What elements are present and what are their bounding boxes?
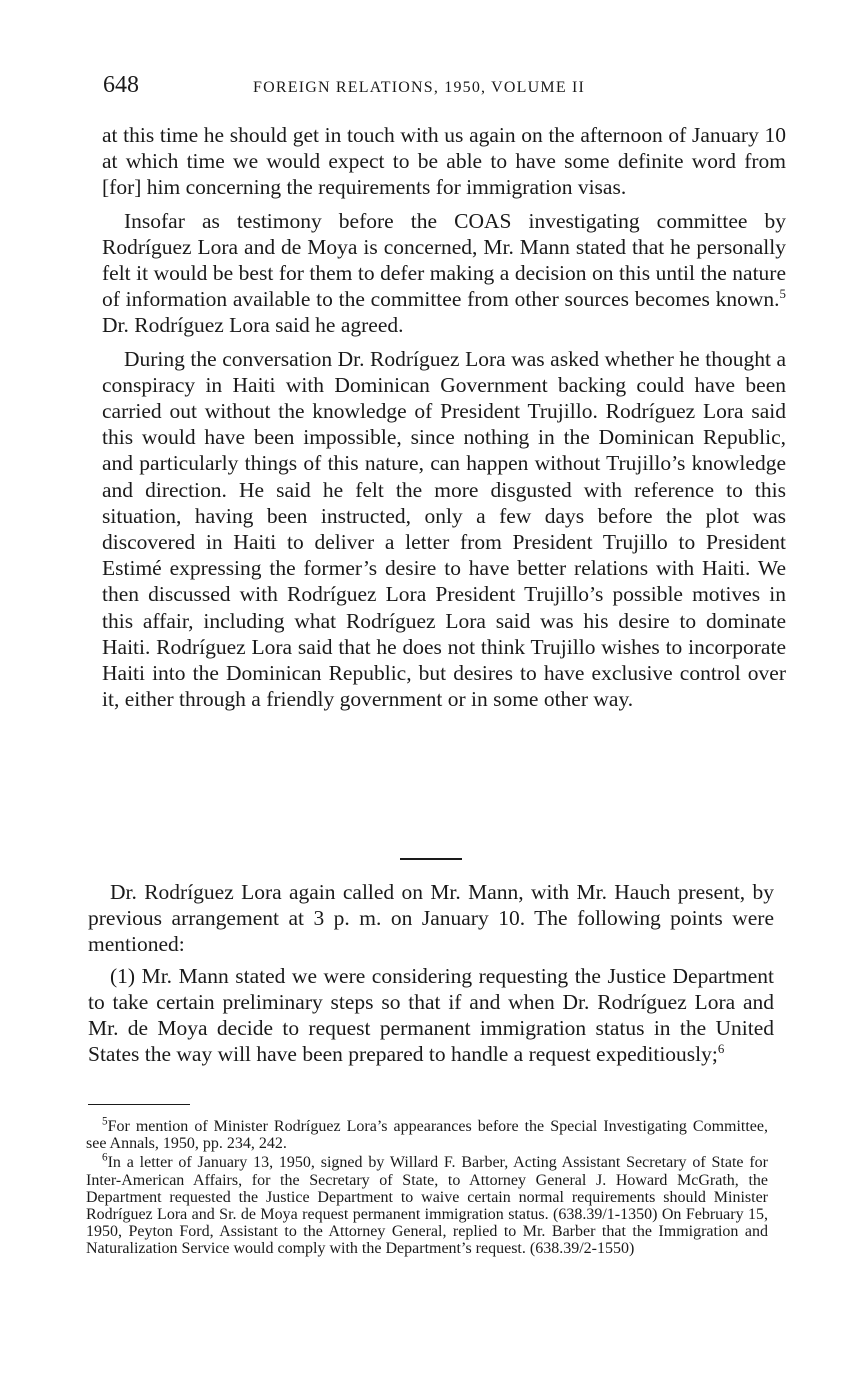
footnote-ref-5: 5 [779, 287, 786, 302]
paragraph-testimony [102, 208, 786, 339]
section-divider [400, 858, 462, 860]
running-head: FOREIGN RELATIONS, 1950, VOLUME II [253, 79, 586, 96]
footnote-text: In a letter of January 13, 1950, signed by Willard F. Barber, Acting Assistant Secretary of State for Inter-American Affairs, for the Secretary of State, to Attorney General J. Howard McGrath, the Department requested the Justice Department to waive certain normal requirements should Minister Rodríguez Lora and Sr. de Moya request permanent immigration status. (638.39/1-1350) On February 15, 1950, Peyton Ford, Assistant to the Attorney General, replied to Mr. Barber that the Immigration and Naturalization Service would comply with the Department’s request. (638.39/2-1550) [86, 1154, 768, 1258]
body-section-1 [102, 122, 786, 719]
paragraph-conversation: During the conversation Dr. Rodríguez Lora was asked whether he thought a conspiracy in Haiti with Dominican Government backing could have been carried out without the knowledge of President Trujillo. Rodríguez Lora said this would have been impossible, since nothing in the Dominican Republic, and particularly things of this nature, can happen without Trujillo’s knowledge and direction. He said he felt the more disgusted with reference to this situation, having been instructed, only a few days before the plot was discovered in Haiti to deliver a letter from President Trujillo to President Estimé expressing the former’s desire to have better relations with Haiti. We then discussed with Rodríguez Lora President Trujillo’s possible motives in this affair, including what Rodríguez Lora said was his desire to dominate Haiti. Rodríguez Lora said that he does not think Trujillo wishes to incorporate Haiti into the Dominican Republic, but desires to have exclusive control over it, either through a friendly government or in some other way. [102, 346, 786, 712]
footnotes [86, 1115, 768, 1260]
body-section-2 [88, 880, 774, 1075]
paragraph-tail: Dr. Rodríguez Lora said he agreed. [102, 313, 404, 338]
paragraph-second-call: Dr. Rodríguez Lora again called on Mr. Mann, with Mr. Hauch present, by previous arrangement at 3 p. m. on January 10. The following points were mentioned: [88, 880, 774, 956]
paragraph-text: Insofar as testimony before the COAS investigating committee by Rodríguez Lora and de Moya is concerned, Mr. Mann stated that he personally felt it would be best for them to defer making a decision on this until the nature of information available to the committee from other sources becomes known. [102, 208, 786, 312]
footnote-rule [88, 1104, 190, 1105]
footnote-ref-6: 6 [717, 1041, 725, 1056]
footnote-mark: 5 [102, 1115, 108, 1128]
footnote-mark: 6 [102, 1152, 108, 1165]
paragraph-point-1 [88, 964, 774, 1067]
page-header [103, 72, 783, 108]
footnote-text: For mention of Minister Rodríguez Lora’s appearances before the Special Investigating Committee, see Annals, 1950, pp. 234, 242. [86, 1118, 768, 1153]
paragraph-continued: at this time he should get in touch with us again on the afternoon of January 10 at which time we would expect to be able to have some definite word from [for] him concerning the requirements for immigration visas. [102, 123, 786, 200]
footnote-5 [86, 1115, 768, 1153]
footnote-6 [86, 1154, 768, 1257]
page-number: 648 [103, 72, 139, 98]
paragraph-text: (1) Mr. Mann stated we were considering requesting the Justice Department to take certain preliminary steps so that if and when Dr. Rodríguez Lora and Mr. de Moya decide to request permanent immigration status in the United States the way will have been prepared to handle a request expeditiously; [88, 964, 774, 1066]
